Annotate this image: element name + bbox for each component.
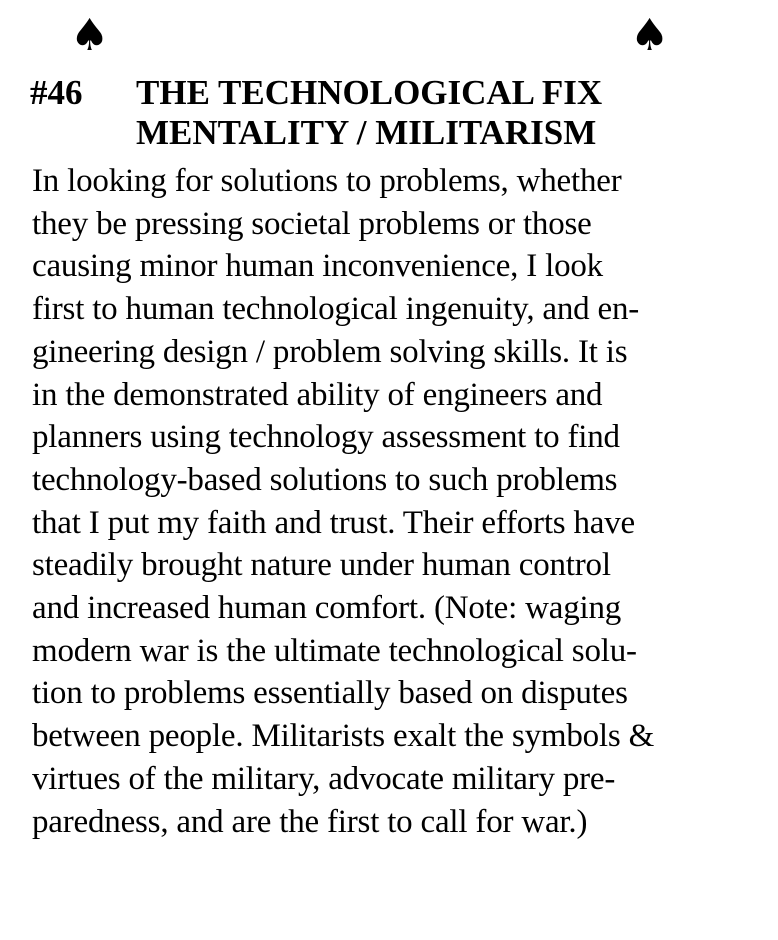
description-line: technology-based solutions to such problems	[32, 461, 618, 498]
spade-icon-left: ♠	[70, 10, 110, 61]
card-title-line-1: THE TECHNOLOGICAL FIX	[136, 73, 603, 112]
description-line: steadily brought nature under human control	[32, 547, 611, 584]
spade-icon-right: ♠	[630, 10, 670, 61]
description-line: in the demonstrated ability of engineers and	[32, 376, 603, 413]
description-line: causing minor human inconvenience, I look	[32, 248, 603, 285]
card-title-line-2: MENTALITY / MILITARISM	[136, 113, 597, 152]
description-line: In looking for solutions to problems, whether	[32, 163, 622, 199]
description-line: that I put my faith and trust. Their efforts have	[32, 504, 635, 541]
description-line: between people. Militarists exalt the symbols &	[32, 718, 655, 755]
description-line: modern war is the ultimate technological solu-	[32, 632, 637, 669]
description-line: paredness, and are the first to call for war.)	[32, 803, 588, 840]
card-description	[32, 160, 762, 843]
card-title	[136, 73, 602, 153]
description-line: gineering design / problem solving skills. It is	[32, 333, 628, 370]
description-line: first to human technological ingenuity, and en-	[32, 291, 640, 328]
description-line: virtues of the military, advocate military pre-	[32, 760, 616, 797]
description-line: they be pressing societal problems or those	[32, 205, 592, 242]
description-line: tion to problems essentially based on disputes	[32, 675, 628, 712]
card-number: #46	[30, 73, 83, 112]
description-line: and increased human comfort. (Note: waging	[32, 590, 622, 627]
description-line: planners using technology assessment to find	[32, 419, 620, 456]
